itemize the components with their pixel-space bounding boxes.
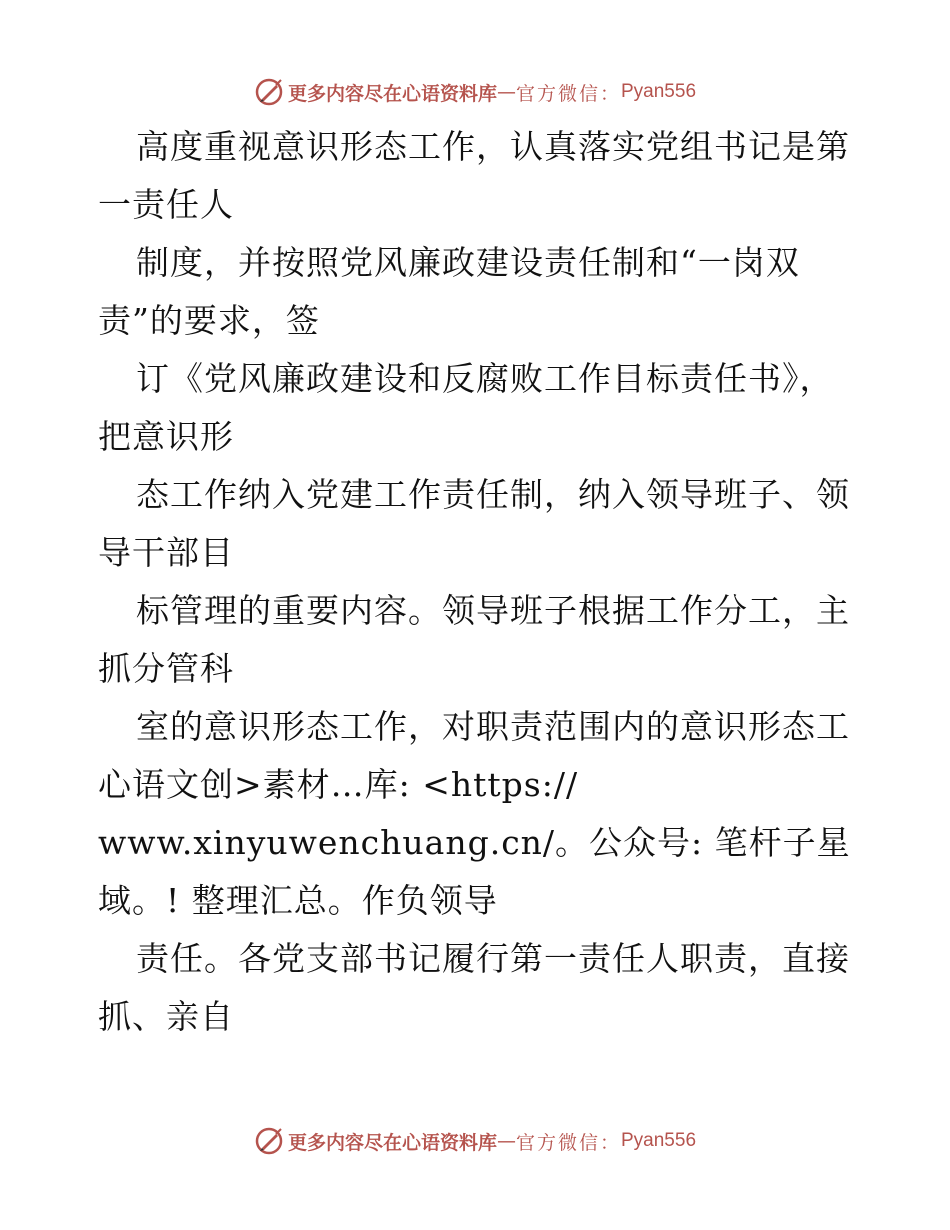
text-line: 订《党风廉政建设和反腐败工作目标责任书》， <box>136 359 834 398</box>
document-body <box>98 118 888 1046</box>
text-line: 态工作纳入党建工作责任制，纳入领导班子、领 <box>136 475 850 514</box>
text-line: 责”的要求，签 <box>98 301 320 340</box>
watermark-brand: 更多内容尽在心语资料库 <box>287 1131 497 1154</box>
watermark-contact-label: 官方微信： <box>515 1131 621 1154</box>
text-line: 高度重视意识形态工作，认真落实党组书记是第 <box>136 127 850 166</box>
watermark-brand: 更多内容尽在心语资料库 <box>287 82 497 105</box>
watermark-contact-id: Pyan556 <box>621 81 697 102</box>
text-line: 责任。各党支部书记履行第一责任人职责，直接 <box>136 939 850 978</box>
text-line: 一责任人 <box>98 185 234 224</box>
text-line: 制度，并按照党风廉政建设责任制和“一岗双 <box>136 243 800 282</box>
watermark-dash: — <box>496 81 516 103</box>
text-line: 标管理的重要内容。领导班子根据工作分工，主 <box>136 591 850 630</box>
text-line: 导干部目 <box>98 533 234 572</box>
text-line: 室的意识形态工作，对职责范围内的意识形态工 <box>136 707 850 746</box>
watermark-dash: — <box>496 1130 516 1152</box>
watermark-contact-id: Pyan556 <box>621 1130 697 1151</box>
header-watermark <box>0 72 950 112</box>
text-line: www.xinyuwenchuang.cn/。公众号: 笔杆子星 <box>98 823 851 862</box>
footer-watermark <box>0 1121 950 1161</box>
quill-pen-logo-icon <box>254 77 284 107</box>
text-line: 抓分管科 <box>98 649 234 688</box>
quill-pen-logo-icon <box>254 1126 284 1156</box>
text-line: 心语文创>素材…库: <https:// <box>98 765 579 804</box>
watermark-contact-label: 官方微信： <box>515 82 621 105</box>
text-line: 域。! 整理汇总。作负领导 <box>98 881 498 920</box>
text-line: 把意识形 <box>98 417 234 456</box>
text-line: 抓、亲自 <box>98 997 234 1036</box>
